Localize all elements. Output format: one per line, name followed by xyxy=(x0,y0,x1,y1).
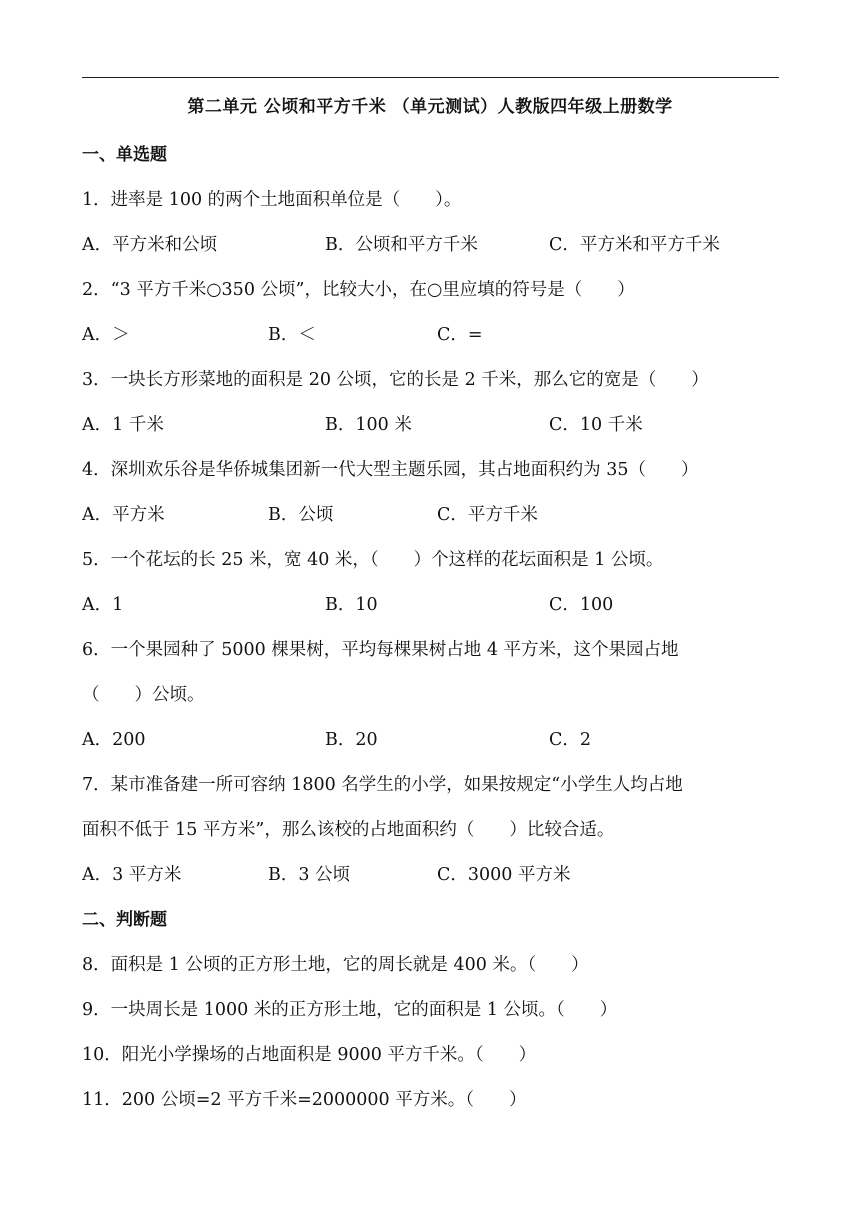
question-6-continued: （ ）公顷。 xyxy=(82,685,205,705)
q6-option-a: A．200 xyxy=(82,730,146,750)
question-7-continued: 面积不低于 15 平方米”，那么该校的占地面积约（ ）比较合适。 xyxy=(82,820,615,840)
question-1: 1．进率是 100 的两个土地面积单位是（ ）。 xyxy=(82,190,462,210)
q3-option-c: C．10 千米 xyxy=(549,415,643,435)
judgment-9: 9．一块周长是 1000 米的正方形土地，它的面积是 1 公顷。（ ） xyxy=(82,1000,618,1020)
q5-option-c: C．100 xyxy=(549,595,614,615)
q4-option-c: C．平方千米 xyxy=(437,505,538,525)
q6-option-b: B．20 xyxy=(325,730,378,750)
section-heading-single-choice: 一、单选题 xyxy=(82,145,167,165)
judgment-8: 8．面积是 1 公顷的正方形土地，它的周长就是 400 米。（ ） xyxy=(82,955,589,975)
section-heading-true-false: 二、判断题 xyxy=(82,910,167,930)
q1-option-b: B．公顷和平方千米 xyxy=(325,235,478,255)
question-6: 6．一个果园种了 5000 棵果树，平均每棵果树占地 4 平方米，这个果园占地 xyxy=(82,640,679,660)
q4-option-b: B．公顷 xyxy=(268,505,334,525)
q7-option-a: A．3 平方米 xyxy=(82,865,182,885)
q2-option-b: B．＜ xyxy=(268,325,316,345)
page-title: 第二单元 公顷和平方千米 （单元测试）人教版四年级上册数学 xyxy=(187,97,673,117)
judgment-10: 10．阳光小学操场的占地面积是 9000 平方千米。（ ） xyxy=(82,1045,537,1065)
question-3: 3．一块长方形菜地的面积是 20 公顷，它的长是 2 千米，那么它的宽是（ ） xyxy=(82,370,709,390)
question-7: 7．某市准备建一所可容纳 1800 名学生的小学，如果按规定“小学生人均占地 xyxy=(82,775,683,795)
judgment-11: 11．200 公顷=2 平方千米=2000000 平方米。（ ） xyxy=(82,1090,527,1110)
q5-option-b: B．10 xyxy=(325,595,378,615)
question-4: 4．深圳欢乐谷是华侨城集团新一代大型主题乐园，其占地面积约为 35（ ） xyxy=(82,460,699,480)
q3-option-a: A．1 千米 xyxy=(82,415,164,435)
q3-option-b: B．100 米 xyxy=(325,415,412,435)
q7-option-b: B．3 公顷 xyxy=(268,865,351,885)
q6-option-c: C．2 xyxy=(549,730,592,750)
q1-option-c: C．平方米和平方千米 xyxy=(549,235,720,255)
q4-option-a: A．平方米 xyxy=(82,505,165,525)
header-rule xyxy=(82,77,779,78)
question-5: 5．一个花坛的长 25 米，宽 40 米，（ ）个这样的花坛面积是 1 公顷。 xyxy=(82,550,664,570)
q2-option-a: A．＞ xyxy=(82,325,130,345)
q1-option-a: A．平方米和公顷 xyxy=(82,235,218,255)
q7-option-c: C．3000 平方米 xyxy=(437,865,571,885)
q5-option-a: A．1 xyxy=(82,595,124,615)
q2-option-c: C．= xyxy=(437,325,483,345)
question-2: 2．“3 平方千米○350 公顷”，比较大小，在○里应填的符号是（ ） xyxy=(82,280,635,300)
